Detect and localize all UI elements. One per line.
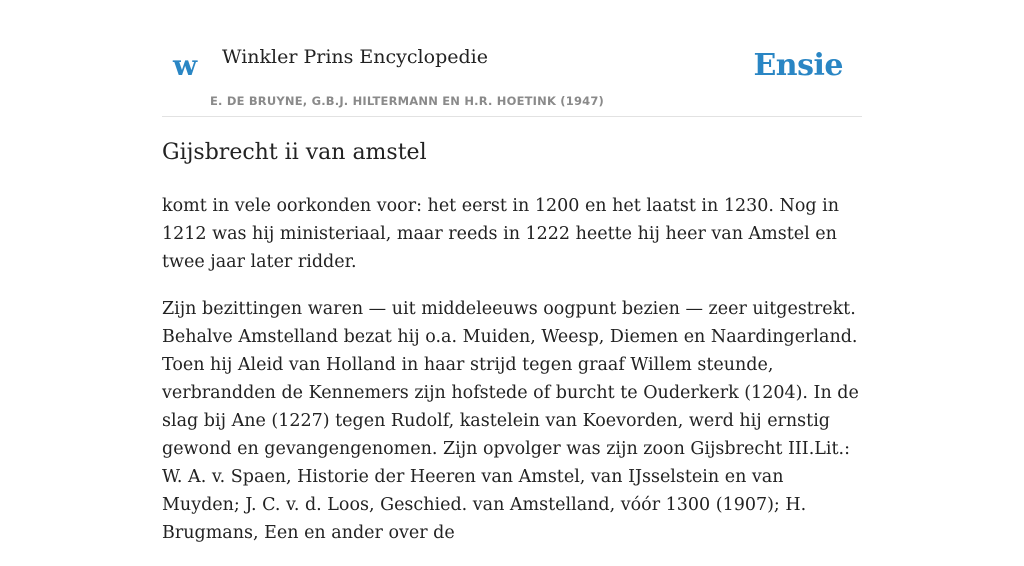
- article-body: [162, 192, 862, 566]
- article-paragraph: komt in vele oorkonden voor: het eerst in 1200 en het laatst in 1230. Nog in 1212 was hij ministeriaal, maar reeds in 1222 heette hij heer van Amstel en twee jaar later ridder.: [162, 196, 840, 272]
- encyclopedia-title[interactable]: Winkler Prins Encyclopedie: [222, 46, 488, 68]
- article-title: Gijsbrecht ii van amstel: [162, 140, 427, 165]
- winkler-prins-logo-icon[interactable]: w: [173, 49, 198, 82]
- encyclopedia-authors: E. DE BRUYNE, G.B.J. HILTERMANN EN H.R. HOETINK (1947): [210, 94, 605, 108]
- article-paragraph: Zijn bezittingen waren — uit middeleeuws oogpunt bezien — zeer uitgestrekt. Behalve Amstelland bezat hij o.a. Muiden, Weesp, Diemen en Naardingerland. Toen hij Aleid van Holland in haar strijd tegen graaf Willem steunde, verbrandden de Kennemers zijn hofstede of burcht te Ouderkerk (1204). In de slag bij Ane (1227) tegen Rudolf, kastelein van Koevorden, werd hij ernstig gewond en gevangengenomen. Zijn opvolger was zijn zoon Gijsbrecht III.Lit.: W. A. v. Spaen, Historie der Heeren van Amstel, van IJsselstein en van Muyden; J. C. v. d. Loos, Geschied. van Amstelland, vóór 1300 (1907); H. Brugmans, Een en ander over de: [162, 299, 859, 543]
- site-header: [162, 0, 862, 117]
- ensie-logo[interactable]: Ensie: [753, 48, 843, 83]
